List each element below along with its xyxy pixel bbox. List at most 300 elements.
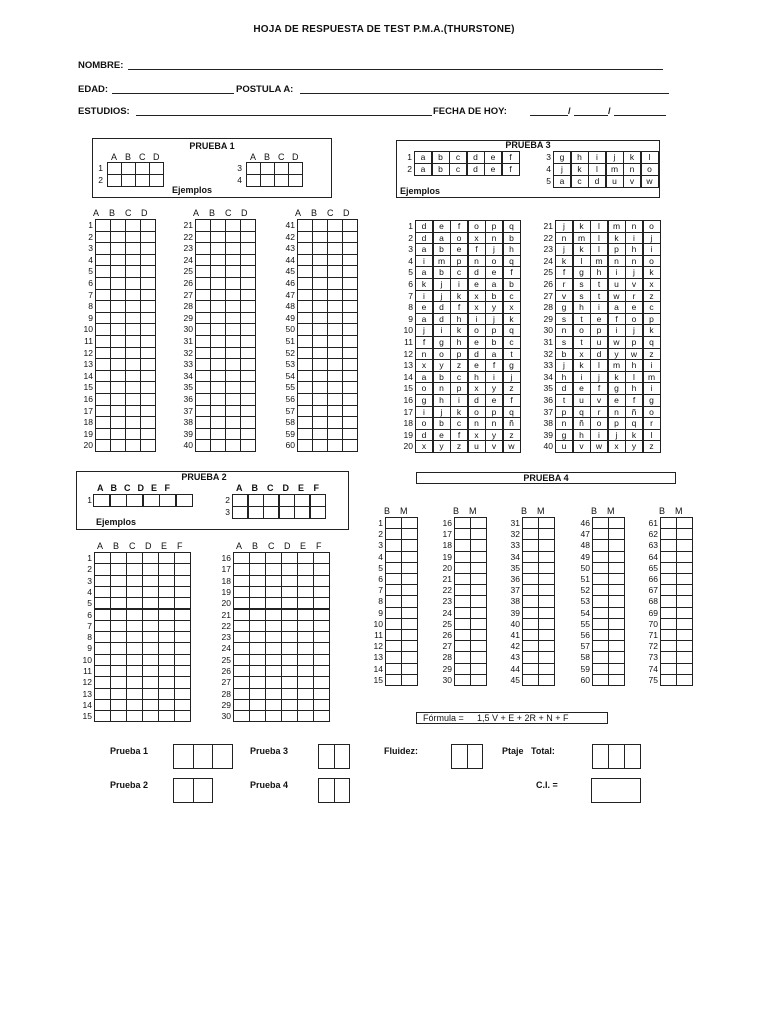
prueba3-letter-cell[interactable]: y [433, 440, 451, 453]
prueba3-letter-cell[interactable]: u [573, 394, 591, 407]
prueba3-letter-cell[interactable]: i [433, 324, 451, 337]
prueba3-letter-cell[interactable]: ñ [503, 417, 521, 430]
prueba3-letter-cell[interactable]: b [485, 290, 503, 303]
prueba3-letter-cell[interactable]: k [643, 266, 661, 279]
prueba3-letter-cell[interactable]: i [608, 266, 626, 279]
prueba3-letter-cell[interactable]: g [503, 359, 521, 372]
prueba3-letter-cell[interactable]: a [415, 371, 433, 384]
prueba2-answer-cell[interactable] [126, 710, 143, 722]
prueba3-letter-cell[interactable]: n [485, 232, 503, 245]
prueba3-example-letter-cell[interactable]: e [484, 163, 502, 176]
prueba3-example-letter-cell[interactable]: u [606, 175, 624, 188]
prueba1-example-answer-cell[interactable] [121, 174, 136, 187]
prueba3-letter-cell[interactable]: w [590, 440, 608, 453]
prueba3-letter-cell[interactable]: d [468, 266, 486, 279]
prueba1-answer-cell[interactable] [240, 439, 256, 452]
prueba3-letter-cell[interactable]: u [608, 278, 626, 291]
prueba3-letter-cell[interactable]: l [590, 232, 608, 245]
prueba1-answer-cell[interactable] [195, 439, 211, 452]
prueba3-letter-cell[interactable]: r [643, 417, 661, 430]
edad-field[interactable] [112, 93, 234, 94]
prueba3-letter-cell[interactable]: k [415, 278, 433, 291]
prueba2-answer-cell[interactable] [249, 710, 266, 722]
prueba3-letter-cell[interactable]: z [450, 440, 468, 453]
prueba3-example-letter-cell[interactable]: b [432, 151, 450, 164]
prueba3-letter-cell[interactable]: g [573, 266, 591, 279]
prueba3-letter-cell[interactable]: e [433, 220, 451, 233]
prueba3-letter-cell[interactable]: m [590, 255, 608, 268]
prueba2-answer-cell[interactable] [313, 710, 330, 722]
prueba3-letter-cell[interactable]: t [590, 278, 608, 291]
prueba3-example-letter-cell[interactable]: m [606, 163, 624, 176]
prueba1-answer-cell[interactable] [140, 439, 156, 452]
prueba2-example-answer-cell[interactable] [126, 494, 143, 507]
prueba3-letter-cell[interactable]: q [573, 406, 591, 419]
score-prueba1-box[interactable] [193, 744, 214, 769]
prueba3-letter-cell[interactable]: k [625, 429, 643, 442]
prueba3-letter-cell[interactable]: k [573, 243, 591, 256]
prueba2-example-answer-cell[interactable] [159, 494, 176, 507]
prueba3-letter-cell[interactable]: a [485, 348, 503, 361]
score-prueba1-box[interactable] [212, 744, 233, 769]
prueba3-letter-cell[interactable]: j [608, 429, 626, 442]
prueba3-letter-cell[interactable]: g [415, 394, 433, 407]
prueba1-example-answer-cell[interactable] [260, 174, 275, 187]
prueba4-answer-cell[interactable] [470, 674, 487, 686]
prueba4-answer-cell[interactable] [592, 674, 609, 686]
prueba3-letter-cell[interactable]: z [503, 382, 521, 395]
prueba3-example-letter-cell[interactable]: w [641, 175, 659, 188]
prueba1-answer-cell[interactable] [342, 439, 358, 452]
prueba3-letter-cell[interactable]: x [415, 359, 433, 372]
prueba2-answer-cell[interactable] [281, 710, 298, 722]
prueba4-answer-cell[interactable] [676, 674, 693, 686]
prueba3-letter-cell[interactable]: f [555, 266, 573, 279]
prueba3-example-letter-cell[interactable]: j [606, 151, 624, 164]
prueba3-letter-cell[interactable]: a [415, 266, 433, 279]
prueba3-letter-cell[interactable]: d [415, 220, 433, 233]
prueba3-letter-cell[interactable]: n [555, 324, 573, 337]
prueba1-example-answer-cell[interactable] [107, 174, 122, 187]
prueba1-answer-cell[interactable] [95, 439, 111, 452]
prueba3-letter-cell[interactable]: f [590, 382, 608, 395]
prueba3-letter-cell[interactable]: e [450, 243, 468, 256]
prueba3-example-letter-cell[interactable]: f [502, 151, 520, 164]
prueba3-letter-cell[interactable]: e [485, 394, 503, 407]
prueba3-letter-cell[interactable]: z [503, 429, 521, 442]
prueba3-letter-cell[interactable]: c [450, 266, 468, 279]
prueba1-answer-cell[interactable] [225, 439, 241, 452]
prueba3-example-letter-cell[interactable]: g [553, 151, 571, 164]
prueba1-example-answer-cell[interactable] [149, 174, 164, 187]
prueba4-answer-cell[interactable] [454, 674, 471, 686]
prueba3-letter-cell[interactable]: o [450, 232, 468, 245]
prueba2-example-answer-cell[interactable] [176, 494, 193, 507]
prueba3-letter-cell[interactable]: d [433, 301, 451, 314]
estudios-field[interactable] [136, 115, 432, 116]
prueba3-letter-cell[interactable]: h [450, 313, 468, 326]
prueba3-letter-cell[interactable]: h [573, 301, 591, 314]
prueba3-letter-cell[interactable]: h [468, 371, 486, 384]
prueba3-letter-cell[interactable]: x [468, 382, 486, 395]
prueba3-letter-cell[interactable]: o [590, 417, 608, 430]
prueba3-letter-cell[interactable]: h [590, 266, 608, 279]
prueba3-letter-cell[interactable]: x [468, 429, 486, 442]
prueba3-letter-cell[interactable]: d [468, 348, 486, 361]
prueba2-answer-cell[interactable] [110, 710, 127, 722]
prueba3-letter-cell[interactable]: a [485, 278, 503, 291]
prueba3-letter-cell[interactable]: e [433, 429, 451, 442]
prueba3-letter-cell[interactable]: l [590, 359, 608, 372]
prueba3-letter-cell[interactable]: d [468, 394, 486, 407]
prueba4-answer-cell[interactable] [385, 674, 402, 686]
prueba3-letter-cell[interactable]: w [608, 336, 626, 349]
prueba3-letter-cell[interactable]: i [415, 406, 433, 419]
prueba3-example-letter-cell[interactable]: j [553, 163, 571, 176]
prueba3-letter-cell[interactable]: i [590, 429, 608, 442]
prueba3-letter-cell[interactable]: a [415, 243, 433, 256]
score-prueba2-box[interactable] [193, 778, 214, 803]
prueba1-example-answer-cell[interactable] [246, 174, 261, 187]
prueba3-letter-cell[interactable]: l [625, 371, 643, 384]
prueba3-letter-cell[interactable]: h [625, 359, 643, 372]
prueba3-letter-cell[interactable]: g [555, 301, 573, 314]
score-prueba4-box[interactable] [318, 778, 335, 803]
prueba1-answer-cell[interactable] [125, 439, 141, 452]
score-ci-box[interactable] [591, 778, 641, 803]
prueba3-letter-cell[interactable]: m [573, 232, 591, 245]
prueba3-letter-cell[interactable]: b [433, 243, 451, 256]
prueba3-letter-cell[interactable]: j [555, 220, 573, 233]
prueba3-letter-cell[interactable]: b [433, 371, 451, 384]
prueba3-letter-cell[interactable]: p [555, 406, 573, 419]
prueba3-example-letter-cell[interactable]: l [641, 151, 659, 164]
prueba3-letter-cell[interactable]: b [485, 336, 503, 349]
prueba3-letter-cell[interactable]: p [485, 406, 503, 419]
prueba3-letter-cell[interactable]: f [468, 243, 486, 256]
prueba3-letter-cell[interactable]: h [625, 382, 643, 395]
prueba1-answer-cell[interactable] [297, 439, 313, 452]
prueba3-letter-cell[interactable]: d [590, 348, 608, 361]
prueba3-letter-cell[interactable]: e [468, 359, 486, 372]
prueba3-letter-cell[interactable]: o [415, 417, 433, 430]
score-prueba4-box[interactable] [334, 778, 351, 803]
prueba3-letter-cell[interactable]: j [433, 278, 451, 291]
prueba3-letter-cell[interactable]: v [625, 278, 643, 291]
prueba3-letter-cell[interactable]: h [625, 243, 643, 256]
prueba3-letter-cell[interactable]: i [573, 371, 591, 384]
prueba3-letter-cell[interactable]: j [503, 371, 521, 384]
prueba3-letter-cell[interactable]: p [450, 255, 468, 268]
prueba3-letter-cell[interactable]: d [555, 382, 573, 395]
prueba3-letter-cell[interactable]: i [485, 371, 503, 384]
prueba3-letter-cell[interactable]: n [468, 255, 486, 268]
prueba3-letter-cell[interactable]: i [608, 324, 626, 337]
prueba3-example-letter-cell[interactable]: k [623, 151, 641, 164]
prueba3-letter-cell[interactable]: h [555, 371, 573, 384]
prueba3-letter-cell[interactable]: j [555, 359, 573, 372]
prueba3-letter-cell[interactable]: u [590, 336, 608, 349]
prueba3-letter-cell[interactable]: p [485, 324, 503, 337]
prueba3-letter-cell[interactable]: n [608, 255, 626, 268]
prueba3-example-letter-cell[interactable]: e [484, 151, 502, 164]
prueba1-example-answer-cell[interactable] [274, 174, 289, 187]
prueba3-example-letter-cell[interactable]: b [432, 163, 450, 176]
prueba2-answer-cell[interactable] [142, 710, 159, 722]
prueba3-example-letter-cell[interactable]: a [414, 163, 432, 176]
prueba3-letter-cell[interactable]: f [608, 313, 626, 326]
prueba3-letter-cell[interactable]: l [643, 429, 661, 442]
prueba3-letter-cell[interactable]: p [450, 382, 468, 395]
prueba3-letter-cell[interactable]: k [555, 255, 573, 268]
prueba2-answer-cell[interactable] [158, 710, 175, 722]
prueba3-letter-cell[interactable]: q [503, 220, 521, 233]
fecha-month-field[interactable] [574, 115, 608, 116]
prueba3-example-letter-cell[interactable]: d [588, 175, 606, 188]
prueba3-letter-cell[interactable]: k [643, 324, 661, 337]
prueba3-letter-cell[interactable]: f [450, 220, 468, 233]
prueba2-example-answer-cell[interactable] [310, 506, 326, 519]
prueba2-answer-cell[interactable] [297, 710, 314, 722]
prueba1-example-answer-cell[interactable] [288, 174, 303, 187]
prueba3-letter-cell[interactable]: q [503, 255, 521, 268]
prueba3-letter-cell[interactable]: o [468, 220, 486, 233]
prueba3-letter-cell[interactable]: p [450, 348, 468, 361]
prueba3-letter-cell[interactable]: d [415, 232, 433, 245]
prueba3-letter-cell[interactable]: i [415, 290, 433, 303]
prueba3-letter-cell[interactable]: v [573, 440, 591, 453]
prueba3-letter-cell[interactable]: n [555, 417, 573, 430]
prueba3-letter-cell[interactable]: d [433, 313, 451, 326]
prueba3-letter-cell[interactable]: k [573, 359, 591, 372]
prueba3-letter-cell[interactable]: b [433, 266, 451, 279]
prueba4-answer-cell[interactable] [608, 674, 625, 686]
prueba2-example-answer-cell[interactable] [93, 494, 110, 507]
prueba2-example-answer-cell[interactable] [143, 494, 160, 507]
prueba3-letter-cell[interactable]: p [590, 324, 608, 337]
prueba3-letter-cell[interactable]: f [503, 394, 521, 407]
prueba3-letter-cell[interactable]: y [608, 348, 626, 361]
prueba1-answer-cell[interactable] [327, 439, 343, 452]
prueba3-example-letter-cell[interactable]: c [449, 163, 467, 176]
prueba3-letter-cell[interactable]: b [503, 232, 521, 245]
prueba3-letter-cell[interactable]: k [450, 324, 468, 337]
prueba3-letter-cell[interactable]: h [450, 336, 468, 349]
prueba3-letter-cell[interactable]: x [468, 290, 486, 303]
prueba3-example-letter-cell[interactable]: d [467, 151, 485, 164]
prueba3-letter-cell[interactable]: d [415, 429, 433, 442]
prueba1-answer-cell[interactable] [312, 439, 328, 452]
prueba3-example-letter-cell[interactable]: h [571, 151, 589, 164]
prueba3-letter-cell[interactable]: n [415, 348, 433, 361]
prueba3-letter-cell[interactable]: k [608, 232, 626, 245]
prueba3-letter-cell[interactable]: s [555, 336, 573, 349]
fecha-year-field[interactable] [614, 115, 666, 116]
prueba3-letter-cell[interactable]: n [555, 232, 573, 245]
prueba3-letter-cell[interactable]: z [643, 290, 661, 303]
prueba3-letter-cell[interactable]: p [643, 313, 661, 326]
prueba3-letter-cell[interactable]: g [608, 382, 626, 395]
prueba4-answer-cell[interactable] [401, 674, 418, 686]
prueba3-letter-cell[interactable]: o [643, 220, 661, 233]
prueba1-answer-cell[interactable] [210, 439, 226, 452]
prueba3-letter-cell[interactable]: w [608, 290, 626, 303]
prueba3-letter-cell[interactable]: v [555, 290, 573, 303]
prueba3-letter-cell[interactable]: b [433, 417, 451, 430]
score-prueba3-box[interactable] [334, 744, 351, 769]
prueba3-letter-cell[interactable]: m [608, 359, 626, 372]
prueba3-letter-cell[interactable]: ñ [573, 417, 591, 430]
prueba4-answer-cell[interactable] [660, 674, 677, 686]
prueba3-letter-cell[interactable]: s [573, 278, 591, 291]
prueba3-letter-cell[interactable]: j [625, 324, 643, 337]
prueba2-answer-cell[interactable] [265, 710, 282, 722]
prueba3-letter-cell[interactable]: x [503, 301, 521, 314]
prueba3-example-letter-cell[interactable]: a [414, 151, 432, 164]
prueba3-letter-cell[interactable]: i [643, 243, 661, 256]
prueba3-letter-cell[interactable]: b [503, 278, 521, 291]
prueba3-letter-cell[interactable]: a [415, 313, 433, 326]
prueba1-example-answer-cell[interactable] [135, 174, 150, 187]
prueba3-letter-cell[interactable]: i [450, 394, 468, 407]
prueba3-letter-cell[interactable]: l [590, 220, 608, 233]
prueba3-letter-cell[interactable]: o [485, 255, 503, 268]
prueba3-letter-cell[interactable]: z [450, 359, 468, 372]
prueba3-letter-cell[interactable]: m [608, 220, 626, 233]
prueba3-letter-cell[interactable]: i [415, 255, 433, 268]
prueba3-letter-cell[interactable]: j [415, 324, 433, 337]
prueba3-letter-cell[interactable]: b [555, 348, 573, 361]
prueba3-letter-cell[interactable]: r [590, 406, 608, 419]
prueba3-letter-cell[interactable]: n [625, 255, 643, 268]
prueba4-answer-cell[interactable] [538, 674, 555, 686]
prueba2-example-answer-cell[interactable] [263, 506, 279, 519]
prueba2-example-answer-cell[interactable] [232, 506, 248, 519]
prueba3-letter-cell[interactable]: c [643, 301, 661, 314]
prueba3-letter-cell[interactable]: p [625, 336, 643, 349]
prueba3-letter-cell[interactable]: ñ [625, 406, 643, 419]
prueba3-letter-cell[interactable]: p [608, 417, 626, 430]
postula-field[interactable] [300, 93, 669, 94]
prueba2-example-answer-cell[interactable] [110, 494, 127, 507]
prueba3-letter-cell[interactable]: e [468, 336, 486, 349]
prueba3-letter-cell[interactable]: e [590, 313, 608, 326]
prueba3-letter-cell[interactable]: g [555, 429, 573, 442]
prueba3-letter-cell[interactable]: h [573, 429, 591, 442]
prueba2-answer-cell[interactable] [233, 710, 250, 722]
prueba3-letter-cell[interactable]: e [625, 301, 643, 314]
prueba3-letter-cell[interactable]: i [590, 301, 608, 314]
prueba3-letter-cell[interactable]: o [643, 255, 661, 268]
nombre-field[interactable] [128, 69, 663, 70]
prueba3-letter-cell[interactable]: x [608, 440, 626, 453]
prueba3-letter-cell[interactable]: o [433, 348, 451, 361]
prueba3-letter-cell[interactable]: f [625, 394, 643, 407]
prueba3-letter-cell[interactable]: f [485, 359, 503, 372]
prueba3-letter-cell[interactable]: f [450, 429, 468, 442]
prueba3-letter-cell[interactable]: y [485, 301, 503, 314]
prueba3-letter-cell[interactable]: j [433, 290, 451, 303]
prueba3-letter-cell[interactable]: i [468, 313, 486, 326]
prueba3-letter-cell[interactable]: u [555, 440, 573, 453]
prueba3-letter-cell[interactable]: q [643, 336, 661, 349]
prueba3-letter-cell[interactable]: j [485, 313, 503, 326]
prueba3-letter-cell[interactable]: r [625, 290, 643, 303]
prueba3-letter-cell[interactable]: o [573, 324, 591, 337]
prueba3-letter-cell[interactable]: j [643, 232, 661, 245]
prueba3-letter-cell[interactable]: t [503, 348, 521, 361]
prueba3-letter-cell[interactable]: j [485, 243, 503, 256]
prueba3-letter-cell[interactable]: y [433, 359, 451, 372]
prueba3-letter-cell[interactable]: n [468, 417, 486, 430]
prueba3-example-letter-cell[interactable]: c [449, 151, 467, 164]
prueba3-letter-cell[interactable]: j [433, 406, 451, 419]
prueba3-letter-cell[interactable]: e [468, 278, 486, 291]
prueba3-letter-cell[interactable]: g [643, 394, 661, 407]
score-prueba3-box[interactable] [318, 744, 335, 769]
prueba2-answer-cell[interactable] [94, 710, 111, 722]
prueba3-letter-cell[interactable]: x [468, 232, 486, 245]
prueba3-letter-cell[interactable]: c [503, 290, 521, 303]
prueba3-example-letter-cell[interactable]: i [588, 151, 606, 164]
prueba3-letter-cell[interactable]: o [625, 313, 643, 326]
prueba3-letter-cell[interactable]: l [590, 243, 608, 256]
prueba3-example-letter-cell[interactable]: a [553, 175, 571, 188]
prueba3-letter-cell[interactable]: k [503, 313, 521, 326]
prueba3-letter-cell[interactable]: h [433, 394, 451, 407]
prueba3-letter-cell[interactable]: j [625, 266, 643, 279]
prueba3-letter-cell[interactable]: t [573, 336, 591, 349]
prueba3-letter-cell[interactable]: x [643, 278, 661, 291]
prueba3-example-letter-cell[interactable]: v [623, 175, 641, 188]
prueba3-letter-cell[interactable]: c [503, 336, 521, 349]
prueba3-example-letter-cell[interactable]: d [467, 163, 485, 176]
prueba3-letter-cell[interactable]: o [415, 382, 433, 395]
prueba3-letter-cell[interactable]: r [555, 278, 573, 291]
prueba3-letter-cell[interactable]: j [590, 371, 608, 384]
prueba3-letter-cell[interactable]: s [573, 290, 591, 303]
prueba3-letter-cell[interactable]: n [433, 382, 451, 395]
prueba3-letter-cell[interactable]: i [643, 359, 661, 372]
prueba3-letter-cell[interactable]: x [573, 348, 591, 361]
prueba3-letter-cell[interactable]: y [485, 382, 503, 395]
prueba3-letter-cell[interactable]: n [625, 220, 643, 233]
prueba3-letter-cell[interactable]: q [503, 406, 521, 419]
prueba3-letter-cell[interactable]: s [555, 313, 573, 326]
prueba3-letter-cell[interactable]: t [590, 290, 608, 303]
prueba3-letter-cell[interactable]: e [573, 382, 591, 395]
prueba2-example-answer-cell[interactable] [279, 506, 295, 519]
prueba3-letter-cell[interactable]: p [608, 243, 626, 256]
prueba3-letter-cell[interactable]: k [573, 220, 591, 233]
prueba3-letter-cell[interactable]: h [503, 243, 521, 256]
prueba3-letter-cell[interactable]: t [573, 313, 591, 326]
prueba2-example-answer-cell[interactable] [294, 506, 310, 519]
prueba3-letter-cell[interactable]: u [468, 440, 486, 453]
prueba3-letter-cell[interactable]: p [485, 220, 503, 233]
prueba3-example-letter-cell[interactable]: c [571, 175, 589, 188]
score-fluidez-box[interactable] [467, 744, 484, 769]
prueba3-letter-cell[interactable]: i [643, 382, 661, 395]
prueba2-answer-cell[interactable] [174, 710, 191, 722]
prueba3-letter-cell[interactable]: o [468, 406, 486, 419]
prueba3-letter-cell[interactable]: z [643, 440, 661, 453]
prueba3-example-letter-cell[interactable]: k [571, 163, 589, 176]
score-prueba2-box[interactable] [173, 778, 194, 803]
prueba3-letter-cell[interactable]: n [485, 417, 503, 430]
score-prueba1-box[interactable] [173, 744, 194, 769]
score-total-box[interactable] [592, 744, 609, 769]
